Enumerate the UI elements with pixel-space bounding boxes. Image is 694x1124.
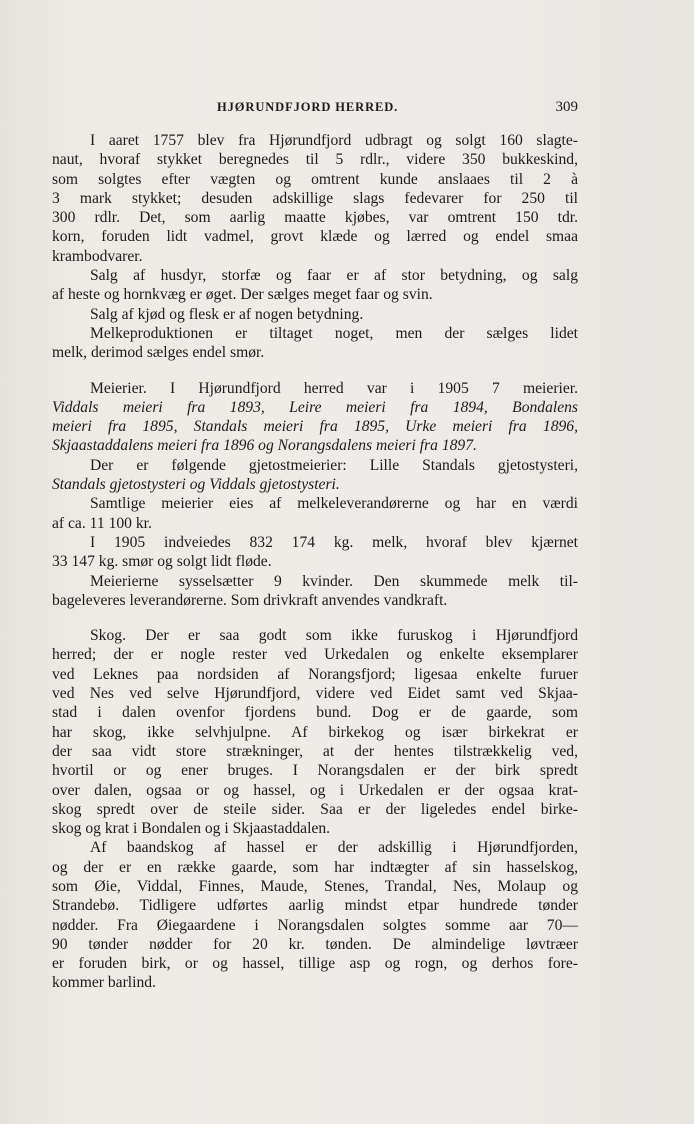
text-line: 300 rdlr. Det, som aarlig maatte kjøbes, var omtrent 150 tdr. — [52, 209, 578, 227]
text-line: kommer barlind. — [52, 974, 156, 992]
text-line: korn, foruden lidt vadmel, grovt klæde og lærred og endel smaa — [52, 228, 578, 246]
text-line: I aaret 1757 blev fra Hjørundfjord udbragt og solgt 160 slagte- — [90, 132, 578, 149]
text-line: herred; der er nogle rester ved Urkedalen og enkelte eksemplarer — [52, 646, 578, 664]
paragraph — [52, 266, 578, 305]
text-line: har skog, ikke selvhjulpne. Af birkekog og især birkekrat er — [52, 723, 578, 741]
paragraph — [52, 305, 578, 324]
text-line: Salg af kjød og flesk er af nogen betydning. — [90, 305, 364, 323]
text-line: Skjaastaddalens meieri fra 1896 og Norangsdalens meieri fra 1897. — [52, 437, 477, 455]
text-line: er foruden birk, or og hassel, tillige asp og rogn, og derhos fore- — [52, 955, 578, 973]
text-line: over dalen, ogsaa or og hassel, og i Urkedalen er der ogsaa krat- — [52, 781, 578, 799]
text-line: Af baandskog af hassel er der adskillig i Hjørundfjorden, — [90, 839, 578, 857]
text-line: ved Leknes paa nordsiden af Norangsfjord; ligesaa enkelte furuer — [52, 665, 578, 683]
text-line: af heste og hornkvæg er øget. Der sælges meget faar og svin. — [52, 286, 433, 304]
text-line: 90 tønder nødder for 20 kr. tønden. De almindelige løvtræer — [52, 935, 578, 953]
text-line: Standals gjetostysteri og Viddals gjetostysteri. — [52, 476, 340, 494]
paragraph — [52, 838, 578, 992]
text-line: Samtlige meierier eies af melkeleverandørerne og har en værdi — [90, 495, 578, 513]
text-line: Der er følgende gjetostmeierier: Lille Standals gjetostysteri, — [90, 456, 578, 474]
text-line: Melkeproduktionen er tiltaget noget, men der sælges lidet — [90, 324, 578, 342]
running-head — [52, 100, 578, 118]
running-head-title: HJØRUNDFJORD HERRED. — [217, 100, 399, 114]
text-line: naut, hvoraf stykket beregnedes til 5 rdlr., videre 350 bukkeskind, — [52, 151, 578, 169]
text-line: meieri fra 1895, Standals meieri fra 1895, Urke meieri fra 1896, — [52, 418, 578, 436]
section-gap — [52, 610, 578, 626]
section-gap — [52, 363, 578, 379]
text-line: skog spredt over de steile sider. Saa er der ligeledes endel birke- — [52, 800, 578, 818]
text-line: 3 mark stykket; desuden adskillige slags fedevarer for 250 til — [52, 189, 578, 207]
text-line: 33 147 kg. smør og solgt lidt fløde. — [52, 553, 272, 571]
paragraph — [52, 324, 578, 363]
text-line: melk, derimod sælges endel smør. — [52, 344, 265, 362]
text-line: og der er en række gaarde, som har indtægter af sin hasselskog, — [52, 858, 578, 876]
paragraph — [52, 533, 578, 572]
text-line: Skog. Der er saa godt som ikke furuskog i Hjørundfjord — [90, 627, 578, 645]
text-line: stad i dalen ovenfor fjordens bund. Dog er de gaarde, som — [52, 704, 578, 722]
text-line: Meierierne sysselsætter 9 kvinder. Den skummede melk til- — [90, 572, 578, 590]
text-line: Meierier. I Hjørundfjord herred var i 1905 7 meierier. — [90, 379, 578, 397]
text-line: Strandebø. Tidligere udførtes aarlig mindst etpar hundrede tønder — [52, 897, 578, 915]
text-line: I 1905 indveiedes 832 174 kg. melk, hvoraf blev kjærnet — [90, 533, 578, 551]
text-line: hvortil or og ener bruges. I Norangsdalen er der birk spredt — [52, 762, 578, 780]
paragraph — [52, 572, 578, 611]
text-line: ved Nes ved selve Hjørundfjord, videre ved Eidet samt ved Skjaa- — [52, 685, 578, 703]
paragraph-meierier — [52, 379, 578, 456]
text-line: der saa vidt store strækninger, at der hentes tilstrækkelig ved, — [52, 742, 578, 760]
paragraph-skog — [52, 626, 578, 838]
text-line: som Øie, Viddal, Finnes, Maude, Stenes, Trandal, Nes, Molaup og — [52, 877, 578, 895]
text-line: Salg af husdyr, storfæ og faar er af stor betydning, og salg — [90, 267, 578, 285]
text-line: nødder. Fra Øiegaardene i Norangsdalen solgtes somme aar 70— — [52, 916, 578, 934]
text-line: krambodvarer. — [52, 247, 143, 265]
text-line: Viddals meieri fra 1893, Leire meieri fra 1894, Bondalens — [52, 398, 578, 416]
paragraph — [52, 131, 578, 266]
text-line: som solgtes efter vægten og omtrent kunde anslaaes til 2 à — [52, 170, 578, 188]
text-line: skog og krat i Bondalen og i Skjaastaddalen. — [52, 820, 331, 838]
page-number: 309 — [555, 99, 578, 115]
body-text — [52, 131, 578, 993]
paragraph — [52, 494, 578, 533]
paragraph — [52, 456, 578, 495]
text-line: af ca. 11 100 kr. — [52, 514, 152, 532]
text-line: bageleveres leverandørerne. Som drivkraft anvendes vandkraft. — [52, 591, 448, 609]
